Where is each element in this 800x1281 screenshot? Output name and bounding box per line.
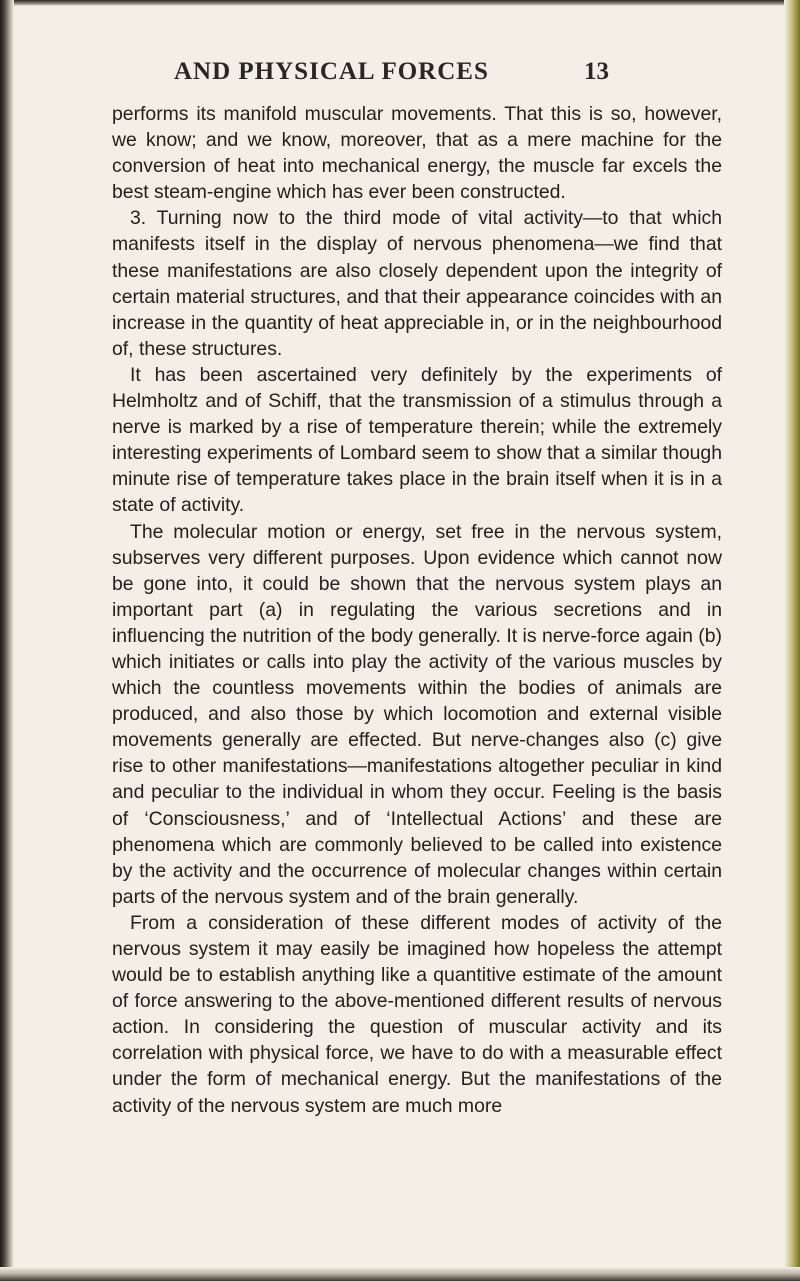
page-edge-right [784, 0, 800, 1281]
running-title: AND PHYSICAL FORCES [174, 58, 489, 85]
page-header [0, 58, 800, 98]
paragraph-4: The molecular motion or energy, set free in the nervous system, subserves very different purposes. Upon evidence which cannot now be gone into, it could be shown that the nervous system plays an important part (a) in regulating the various secretions and in influencing the nutrition of the body generally. It is nerve-force again (b) which initiates or calls into play the activity of the various muscles by which the countless movements within the bodies of animals are produced, and also those by which locomotion and external visible movements generally are effected. But nerve-changes also (c) give rise to other manifestations—manifestations altogether peculiar in kind and peculiar to the individual in whom they occur. Feeling is the basis of ‘Consciousness,’ and of ‘Intellectual Actions’ and these are phenomena which are commonly believed to be called into existence by the activity and the occurrence of molecular changes within certain parts of the nervous system and of the brain generally. [112, 520, 722, 908]
page-top-shadow [0, 0, 800, 6]
paragraph-3: It has been ascertained very definitely by the experiments of Helmholtz and of Schiff, that the transmission of a stimulus through a nerve is marked by a rise of temperature therein; while the extremely interesting experiments of Lombard seem to show that a similar though minute rise of temperature takes place in the brain itself when it is in a state of activity. [112, 363, 722, 517]
paragraph-1: performs its manifold muscular movements. That this is so, however, we know; and we know, moreover, that as a mere machine for the conversion of heat into mechanical energy, the muscle far excels the best steam-engine which has ever been constructed. [112, 103, 722, 204]
page-number: 13 [584, 58, 609, 85]
body-text [112, 101, 722, 1119]
paragraph-2: 3. Turning now to the third mode of vital activity—to that which manifests itself in the display of nervous phenomena—we find that these manifestations are also closely dependent upon the integrity of certain material structures, and that their appearance coincides with an increase in the quantity of heat appreciable in, or in the neighbourhood of, these structures. [112, 207, 722, 360]
book-gutter-shadow [0, 0, 14, 1281]
paragraph-5: From a consideration of these different modes of activity of the nervous system it may easily be imagined how hopeless the attempt would be to establish anything like a quantitive estimate of the amount of force answering to the above-mentioned different results of nervous action. In considering the question of muscular activity and its correlation with physical force, we have to do with a measurable effect under the form of mechanical energy. But the manifestations of the activity of the nervous system are much more [112, 911, 722, 1117]
page-bottom-shadow [0, 1267, 800, 1281]
